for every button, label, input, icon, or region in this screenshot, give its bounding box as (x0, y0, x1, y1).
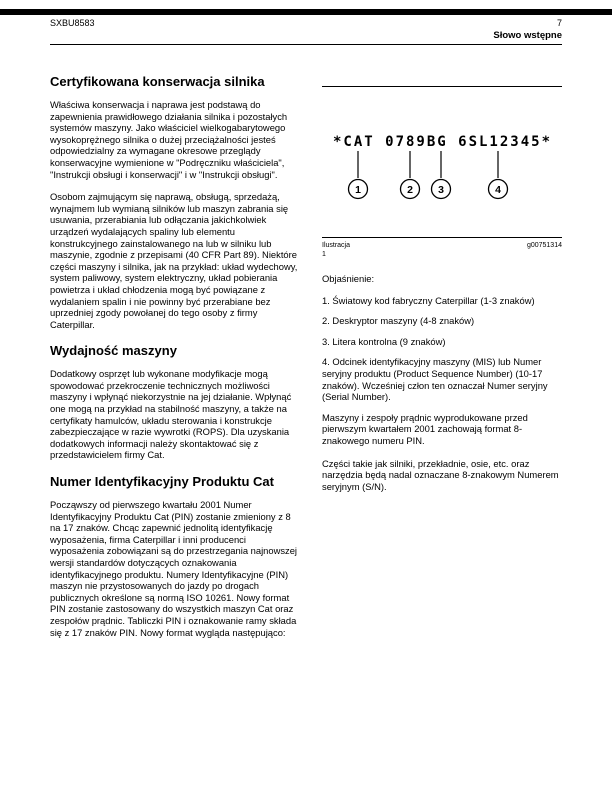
figure-top-rule (322, 86, 562, 87)
heading-product-identification-number: Numer Identyfikacyjny Produktu Cat (50, 474, 274, 490)
paragraph-serial-number: Części takie jak silniki, przekładnie, osie, etc. oraz narzędzia będą nadal oznaczane 8-znakowym Numerem seryjnym (S/N). (322, 457, 559, 492)
figure-ref-code: g00751314 (526, 242, 562, 249)
figure-caption (322, 241, 562, 250)
figure-caption-label: Ilustracja (322, 242, 351, 249)
pin-format-figure (322, 129, 562, 209)
paragraph-pin: Począwszy od pierwszego kwartału 2001 Numer Identyfikacyjny Produktu Cat (PIN) zostanie zmieniony z 8 na 17 znaków. Chcąc zapewnić jednolitą identyfikację wyposażenia, firma Caterpillar i inni producenci wyposażenia zobowiązani są do przestrzegania najnowszej wersji standardów dotyczących oznakowania identyfikacyjnego produktu. Numery Identyfikacyjne (PIN) maszyn nie przystosowanych do jazdy po drogach publicznych określone są normą ISO 10261. Nowy format PIN zostanie zastosowany do wszystkich maszyn Cat oraz zespołów prądnic. Tabliczki PIN i oznakowanie ramy składa się z 17 znaków PIN. Nowy format wygląda następująco: (50, 499, 298, 638)
explanation-item-3: 3. Litera kontrolna (9 znaków) (322, 335, 446, 347)
explanation-heading: Objaśnienie: (322, 273, 375, 284)
callout-number-4: 4 (495, 184, 501, 196)
explanation-item-1: 1. Światowy kod fabryczny Caterpillar (1-3 znaków) (322, 294, 535, 306)
page-top-bar (0, 9, 612, 15)
pin-code-text: *CAT 0789BG 6SL12345* (333, 134, 553, 150)
right-column (322, 86, 562, 503)
callout-number-2: 2 (407, 184, 413, 196)
left-column (50, 74, 302, 649)
figure-caption-number: 1 (322, 251, 326, 258)
paragraph-performance: Dodatkowy osprzęt lub wykonane modyfikacje mogą spowodować przekroczenie technicznych możliwości maszyny i wpłynąć niekorzystnie na jej działanie. Wpłynąć one mogą na przykład na stabilność maszyny, a także na certyfikaty hamulców, układu sterowania i konstrukcje zabezpieczające w razie wywrotki (ROPS). Dla uzyskania dodatkowych informacji należy skontaktować się z przedstawicielem firmy Cat. (50, 368, 292, 461)
paragraph-maintenance-1: Właściwa konserwacja i naprawa jest podstawą do zapewnienia prawidłowego działania silnika i pozostałych systemów maszyny. Jako właściciel wielkogabarytowego wysokoprężnego silnika o dużej przeciążalności jesteś odpowiedzialny za wymagane okresowe przeglądy konserwacyjne wymienione w "Podręczniku właściciela", "Instrukcji obsługi i konserwacji" i w "Instrukcji obsługi". (50, 99, 288, 180)
explanation-item-2: 2. Deskryptor maszyny (4-8 znaków) (322, 315, 475, 327)
paragraph-pin-format-legacy: Maszyny i zespoły prądnic wyprodukowane przed pierwszym kwartałem 2001 zachowają format 8-znakowego numeru PIN. (322, 411, 528, 446)
section-title: Słowo wstępne (493, 30, 562, 41)
explanation-item-4: 4. Odcinek identyfikacyjny maszyny (MIS) lub Numer seryjny produktu (Product Sequence Number) (10-17 znaków). Wcześniej człon ten oznaczał Numer seryjny (Serial Number). (322, 356, 548, 403)
heading-certified-engine-maintenance: Certyfikowana konserwacja silnika (50, 74, 265, 89)
paragraph-maintenance-2: Osobom zajmującym się naprawą, obsługą, sprzedażą, wynajmem lub wymianą silników lub maszyn zabrania się usuwania, przerabiania lub odłączania jakichkolwiek urządzeń wydalających spaliny lub elementu konstrukcyjnego zainstalowanego na lub w silniku lub maszynie, zgodnie z przepisami (40 CFR Part 89). Niektóre części maszyny i silnika, jak na przykład: układ wydechowy, system paliwowy, system elektryczny, układ pobierania powietrza i układ chłodzenia mogą być powiązane z wydalaniem spalin i nie powinny być przerabiane bez uprzedniej zgody powołanej do tego osoby z firmy Caterpillar. (50, 191, 298, 330)
doc-number: SXBU8583 (50, 18, 95, 28)
figure-caption-rule (322, 237, 562, 238)
callout-number-3: 3 (438, 184, 444, 196)
header-rule (50, 44, 562, 45)
callout-number-1: 1 (355, 184, 361, 196)
heading-machine-performance: Wydajność maszyny (50, 343, 177, 359)
page-number: 7 (556, 18, 562, 28)
